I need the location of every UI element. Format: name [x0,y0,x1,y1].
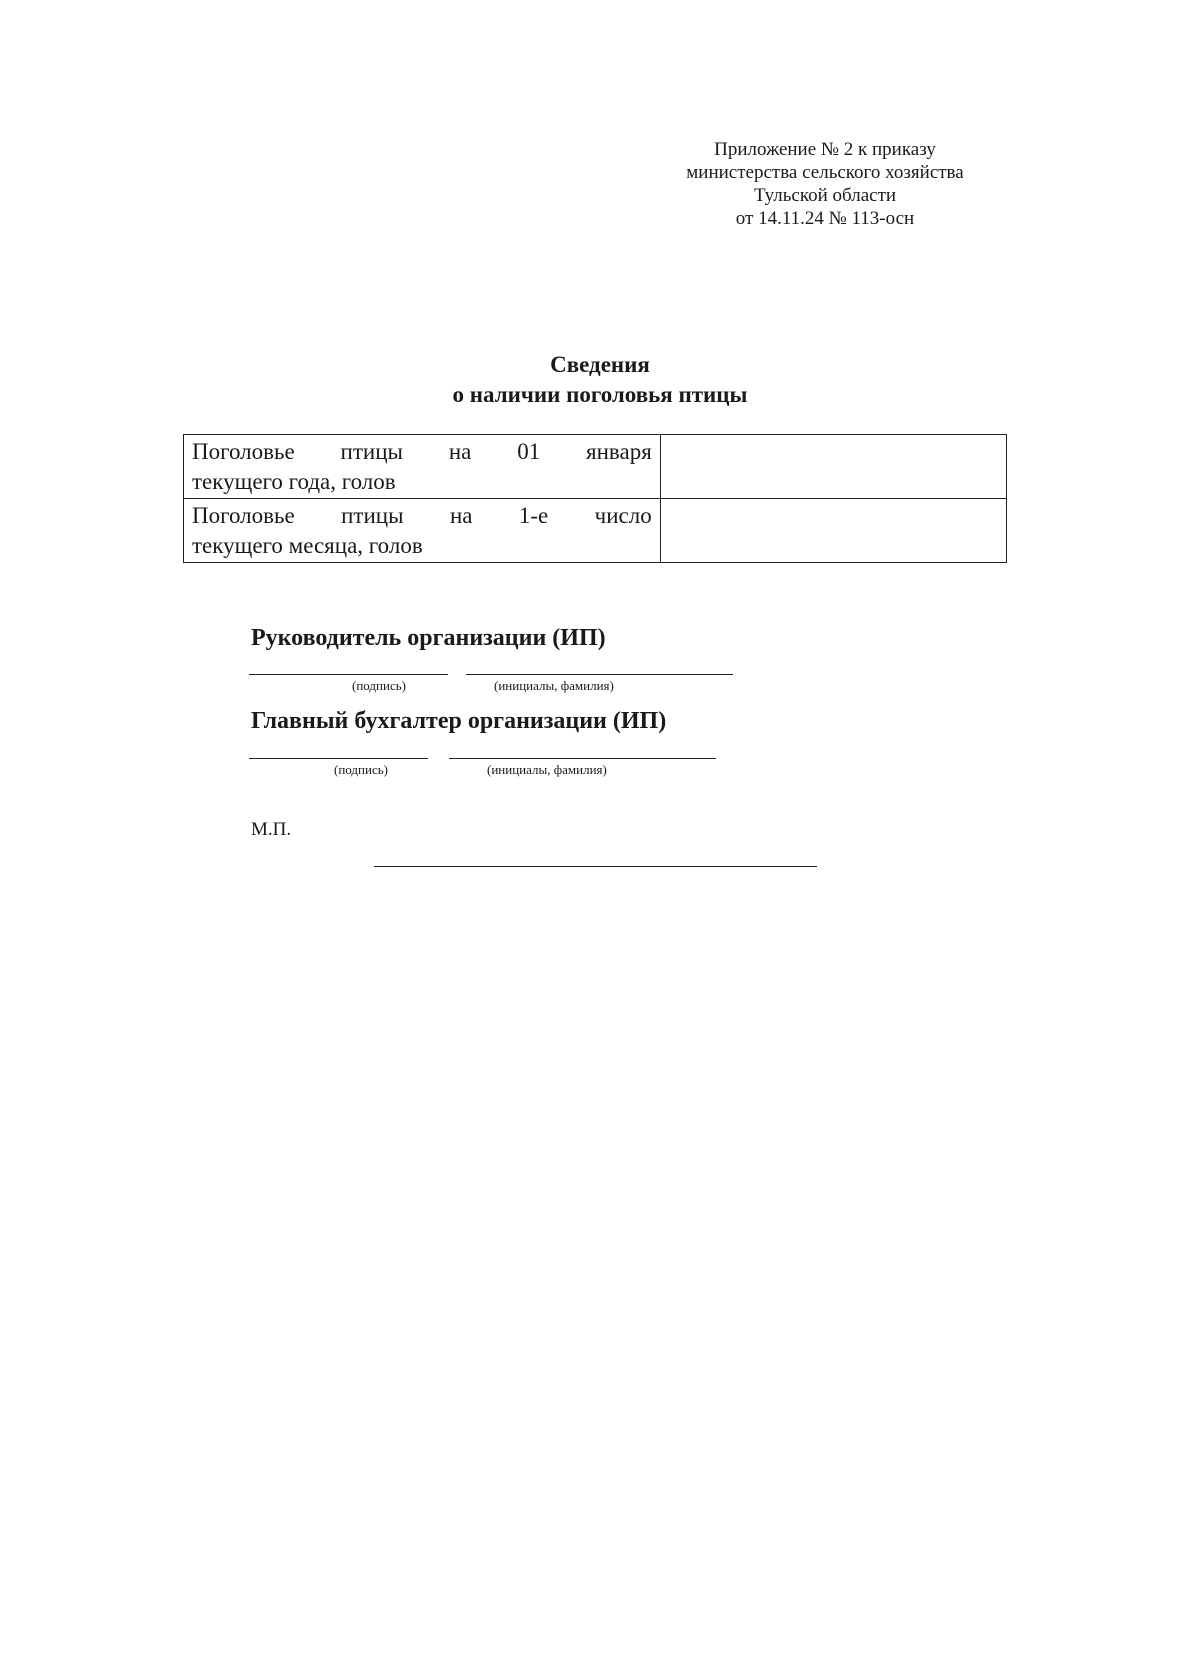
label-continuation: текущего года, голов [192,469,396,494]
label-word: января [586,439,652,464]
accountant-title: Главный бухгалтер организации (ИП) [251,708,667,734]
label-continuation: текущего месяца, голов [192,533,423,558]
stamp-place: М.П. [251,819,292,840]
label-word: 1-е [518,503,549,528]
appendix-line-3: Тульской области [753,185,897,206]
row-label [184,435,661,499]
value-cell-january[interactable] [660,435,1006,499]
label-word: число [594,503,652,528]
label-word: на [449,503,473,528]
head-sign-caption: (подпись) [352,678,406,693]
head-signature-line[interactable] [249,674,448,675]
head-name-line[interactable] [466,674,733,675]
table-row [184,499,1007,563]
accountant-name-line[interactable] [449,758,716,759]
title-line-1: Сведения [550,352,650,377]
head-title: Руководитель организации (ИП) [251,625,606,651]
accountant-signature-line[interactable] [249,758,428,759]
head-name-caption: (инициалы, фамилия) [494,678,614,693]
label-word: Поголовье [192,503,295,528]
poultry-table [183,434,1007,563]
appendix-line-1: Приложение № 2 к приказу [714,139,936,160]
label-word: птицы [341,503,404,528]
appendix-reference [660,138,990,230]
value-cell-current-month[interactable] [660,499,1006,563]
row-label [184,499,661,563]
table-row [184,435,1007,499]
accountant-name-caption: (инициалы, фамилия) [487,762,607,777]
document-title [300,350,900,410]
accountant-sign-caption: (подпись) [334,762,388,777]
label-word: на [448,439,472,464]
title-line-2: о наличии поголовья птицы [452,382,748,407]
label-word: птицы [340,439,403,464]
bottom-rule [374,866,817,867]
appendix-line-4: от 14.11.24 № 113-осн [735,208,915,229]
label-word: Поголовье [192,439,295,464]
appendix-line-2: министерства сельского хозяйства [686,162,964,183]
label-word: 01 [517,439,541,464]
